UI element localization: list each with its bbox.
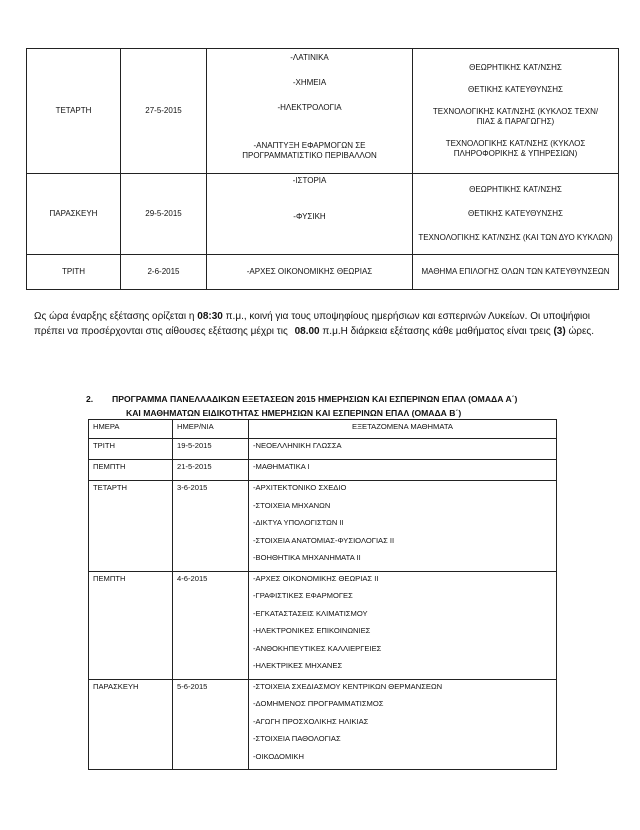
table-row — [89, 481, 557, 572]
subjects-cell: -ΝΕΟΕΛΛΗΝΙΚΗ ΓΛΩΣΣΑ — [249, 439, 557, 460]
table-row — [89, 460, 557, 481]
day-cell: ΤΕΤΑΡΤΗ — [89, 481, 173, 572]
direction-item: ΤΕΧΝΟΛΟΓΙΚΗΣ ΚΑΤ/ΝΣΗΣ (ΚΑΙ ΤΩΝ ΔΥΟ ΚΥΚΛΩΝ) — [418, 233, 613, 242]
subject-item: -ΦΥΣΙΚΗ — [293, 212, 326, 221]
day-cell: ΠΑΡΑΣΚΕΥΗ — [27, 174, 121, 255]
date-cell: 29-5-2015 — [121, 174, 207, 255]
table-row — [27, 49, 619, 174]
table-row — [89, 439, 557, 460]
subject-item: -ΗΛΕΚΤΡΟΛΟΓΙΑ — [277, 103, 342, 112]
direction-item: ΘΕΩΡΗΤΙΚΗΣ ΚΑΤ/ΝΣΗΣ — [469, 185, 562, 194]
day-cell: ΤΕΤΑΡΤΗ — [27, 49, 121, 174]
day-cell: ΠΕΜΠΤΗ — [89, 571, 173, 679]
table-row — [27, 255, 619, 290]
subject-item: -ΑΡΧΕΣ ΟΙΚΟΝΟΜΙΚΗΣ ΘΕΩΡΙΑΣ ΙΙ — [253, 573, 379, 583]
subjects-cell — [207, 49, 413, 174]
duration-hours: (3) — [553, 326, 566, 337]
direction-item: ΤΕΧΝΟΛΟΓΙΚΗΣ ΚΑΤ/ΝΣΗΣ (ΚΥΚΛΟΣ ΤΕΧΝ/ΠΙΑΣ & ΠΑΡΑΓΩΓΗΣ) — [432, 107, 599, 126]
exam-schedule-table-epal — [88, 419, 557, 770]
table-row — [89, 571, 557, 679]
section-number: 2. — [86, 394, 94, 404]
date-cell: 3-6-2015 — [173, 481, 249, 572]
date-cell: 4-6-2015 — [173, 571, 249, 679]
header-subjects: ΕΞΕΤΑΖΟΜΕΝΑ ΜΑΘΗΜΑΤΑ — [249, 420, 557, 439]
subject-item: -ΑΝΘΟΚΗΠΕΥΤΙΚΕΣ ΚΑΛΛΙΕΡΓΕΙΕΣ — [253, 643, 382, 653]
subject-item: -ΓΡΑΦΙΣΤΙΚΕΣ ΕΦΑΡΜΟΓΕΣ — [253, 591, 353, 600]
section-title-line1: ΠΡΟΓΡΑΜΜΑ ΠΑΝΕΛΛΑΔΙΚΩΝ ΕΞΕΤΑΣΕΩΝ 2015 ΗΜΕΡΗΣΙΩΝ ΚΑΙ ΕΣΠΕΡΙΝΩΝ ΕΠΑΛ (ΟΜΑΔΑ Α΄) — [112, 394, 518, 404]
directions-cell: ΜΑΘΗΜΑ ΕΠΙΛΟΓΗΣ ΟΛΩΝ ΤΩΝ ΚΑΤΕΥΘΥΝΣΕΩΝ — [413, 255, 619, 290]
subject-item: -ΣΤΟΙΧΕΙΑ ΜΗΧΑΝΩΝ — [253, 500, 331, 510]
exam-time-paragraph — [34, 309, 618, 339]
paragraph-text: Ως ώρα έναρξης εξέτασης ορίζεται η — [34, 311, 198, 322]
date-cell: 21-5-2015 — [173, 460, 249, 481]
day-cell: ΤΡΙΤΗ — [89, 439, 173, 460]
subject-item: -ΒΟΗΘΗΤΙΚΑ ΜΗΧΑΝΗΜΑΤΑ ΙΙ — [253, 553, 361, 562]
subject-item: -ΛΑΤΙΝΙΚΑ — [290, 53, 329, 62]
section-heading — [86, 392, 586, 420]
paragraph-text: ώρες. — [565, 326, 595, 337]
subject-item: -ΔΟΜΗΜΕΝΟΣ ΠΡΟΓΡΑΜΜΑΤΙΣΜΟΣ — [253, 699, 384, 708]
subject-item: -ΙΣΤΟΡΙΑ — [292, 176, 327, 185]
subject-item: -ΔΙΚΤΥΑ ΥΠΟΛΟΓΙΣΤΩΝ ΙΙ — [253, 518, 344, 527]
subject-item: -ΣΤΟΙΧΕΙΑ ΑΝΑΤΟΜΙΑΣ-ΦΥΣΙΟΛΟΓΙΑΣ ΙΙ — [253, 535, 395, 545]
date-cell: 2-6-2015 — [121, 255, 207, 290]
date-cell: 19-5-2015 — [173, 439, 249, 460]
subjects-cell: -ΑΡΧΕΣ ΟΙΚΟΝΟΜΙΚΗΣ ΘΕΩΡΙΑΣ — [207, 255, 413, 290]
subjects-cell — [249, 571, 557, 679]
subject-item: -ΕΓΚΑΤΑΣΤΑΣΕΙΣ ΚΛΙΜΑΤΙΣΜΟΥ — [253, 608, 368, 618]
subjects-cell — [249, 481, 557, 572]
paragraph-text: π.μ.Η διάρκεια εξέτασης κάθε μαθήματος είναι τρεις — [319, 326, 554, 337]
subject-item: -ΑΡΧΙΤΕΚΤΟΝΙΚΟ ΣΧΕΔΙΟ — [253, 483, 347, 492]
table-row — [27, 174, 619, 255]
table-header-row — [89, 420, 557, 439]
date-cell: 5-6-2015 — [173, 679, 249, 770]
header-date: ΗΜΕΡ/ΝΙΑ — [173, 420, 249, 439]
subject-item: -ΗΛΕΚΤΡΙΚΕΣ ΜΗΧΑΝΕΣ — [253, 661, 343, 670]
subjects-cell — [207, 174, 413, 255]
subject-item: -ΑΝΑΠΤΥΞΗ ΕΦΑΡΜΟΓΩΝ ΣΕ ΠΡΟΓΡΑΜΜΑΤΙΣΤΙΚΟ ΠΕΡΙΒΑΛΛΟΝ — [242, 141, 377, 160]
section-title-line2: ΚΑΙ ΜΑΘΗΜΑΤΩΝ ΕΙΔΙΚΟΤΗΤΑΣ ΗΜΕΡΗΣΙΩΝ ΚΑΙ ΕΣΠΕΡΙΝΩΝ ΕΠΑΛ (ΟΜΑΔΑ Β΄) — [126, 408, 462, 418]
day-cell: ΠΕΜΠΤΗ — [89, 460, 173, 481]
subject-item: -ΣΤΟΙΧΕΙΑ ΣΧΕΔΙΑΣΜΟΥ ΚΕΝΤΡΙΚΩΝ ΘΕΡΜΑΝΣΕΩΝ — [253, 681, 443, 691]
exam-schedule-table-lyceum — [26, 48, 619, 290]
day-cell: ΠΑΡΑΣΚΕΥΗ — [89, 679, 173, 770]
day-cell: ΤΡΙΤΗ — [27, 255, 121, 290]
subject-item: -ΟΙΚΟΔΟΜΙΚΗ — [253, 751, 304, 761]
direction-item: ΘΕΩΡΗΤΙΚΗΣ ΚΑΤ/ΝΣΗΣ — [469, 63, 562, 72]
header-day: ΗΜΕΡΑ — [89, 420, 173, 439]
arrival-time: 08.00 — [294, 326, 320, 337]
direction-item: ΘΕΤΙΚΗΣ ΚΑΤΕΥΘΥΝΣΗΣ — [468, 85, 563, 94]
start-time: 08:30 — [197, 311, 223, 322]
direction-item: ΤΕΧΝΟΛΟΓΙΚΗΣ ΚΑΤ/ΝΣΗΣ (ΚΥΚΛΟΣ ΠΛΗΡΟΦΟΡΙΚΗΣ & ΥΠΗΡΕΣΙΩΝ) — [445, 139, 586, 158]
directions-cell — [413, 49, 619, 174]
table-row — [89, 679, 557, 770]
subject-item: -ΗΛΕΚΤΡΟΝΙΚΕΣ ΕΠΙΚΟΙΝΩΝΙΕΣ — [253, 626, 371, 635]
subject-item: -ΧΗΜΕΙΑ — [292, 78, 327, 87]
directions-cell — [413, 174, 619, 255]
direction-item: ΘΕΤΙΚΗΣ ΚΑΤΕΥΘΥΝΣΗΣ — [468, 209, 563, 218]
date-cell: 27-5-2015 — [121, 49, 207, 174]
subjects-cell — [249, 679, 557, 770]
subject-item: -ΑΓΩΓΗ ΠΡΟΣΧΟΛΙΚΗΣ ΗΛΙΚΙΑΣ — [253, 716, 369, 726]
paragraph-text: π.μ., κοινή για τους υποψηφίους ημερήσιων και εσπερινών Λυκείων. Οι υποψήφιοι πρέπει να προσέρχονται στις αίθουσες εξέτασης μέχρι τις — [34, 311, 590, 337]
subject-item: -ΣΤΟΙΧΕΙΑ ΠΑΘΟΛΟΓΙΑΣ — [253, 734, 341, 743]
subjects-cell: -ΜΑΘΗΜΑΤΙΚΑ Ι — [249, 460, 557, 481]
